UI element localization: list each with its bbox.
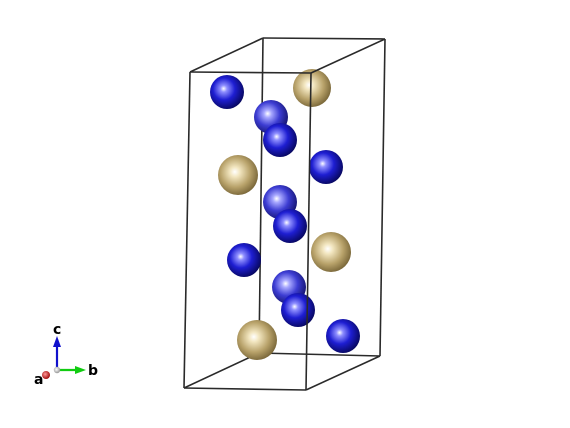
blue-atom[interactable] bbox=[326, 319, 360, 353]
blue-atom[interactable] bbox=[210, 75, 244, 109]
blue-atom[interactable] bbox=[309, 150, 343, 184]
blue-atom[interactable] bbox=[273, 209, 307, 243]
cell-edge bbox=[259, 38, 263, 353]
cell-edge bbox=[184, 353, 259, 388]
gold-atom[interactable] bbox=[293, 69, 331, 107]
axis-label-c: c bbox=[53, 322, 62, 338]
axes-indicator bbox=[34, 322, 98, 388]
cell-edge bbox=[190, 38, 263, 72]
axes-origin bbox=[54, 367, 60, 373]
blue-atom[interactable] bbox=[263, 123, 297, 157]
cell-edge bbox=[306, 356, 380, 390]
axis-label-b: b bbox=[88, 363, 99, 379]
cell-edge bbox=[259, 353, 380, 356]
cell-edge bbox=[380, 39, 385, 356]
gold-atom[interactable] bbox=[218, 155, 258, 195]
cell-edge bbox=[190, 72, 311, 73]
gold-atom[interactable] bbox=[311, 232, 351, 272]
blue-atom[interactable] bbox=[281, 293, 315, 327]
cell-edge bbox=[184, 388, 306, 390]
gold-atom[interactable] bbox=[237, 320, 277, 360]
cell-edge bbox=[263, 38, 385, 39]
b-axis-arrowhead bbox=[75, 366, 86, 374]
cell-edge bbox=[184, 72, 190, 388]
blue-atom[interactable] bbox=[227, 243, 261, 277]
cell-edge bbox=[311, 39, 385, 73]
atoms bbox=[210, 69, 360, 360]
axis-label-a: a bbox=[34, 372, 44, 388]
cell-edge bbox=[306, 73, 311, 390]
